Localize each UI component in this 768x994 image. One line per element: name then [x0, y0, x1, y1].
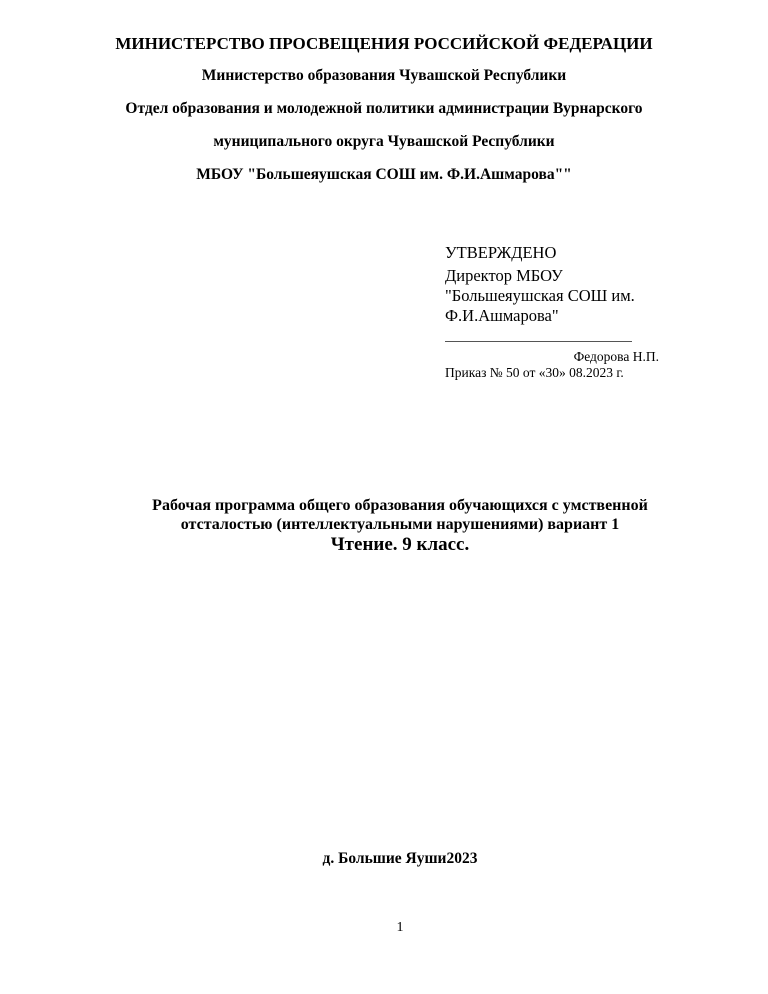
signature-line — [445, 340, 632, 342]
place-year: д. Большие Яуши2023 — [322, 850, 478, 867]
approval-position-line3: Ф.И.Ашмарова" — [445, 306, 559, 325]
department-heading-line2: муниципального округа Чувашской Республики — [213, 133, 555, 150]
order-reference: Приказ № 50 от «30» 08.2023 г. — [445, 365, 624, 380]
approval-position-line2: "Большеяушская СОШ им. — [445, 286, 635, 305]
department-heading-line1: Отдел образования и молодежной политики администрации Вурнарского — [125, 100, 643, 117]
approval-title: УТВЕРЖДЕНО — [445, 243, 557, 262]
program-subject: Чтение. 9 класс. — [330, 534, 470, 555]
school-heading: МБОУ "Большеяушская СОШ им. Ф.И.Ашмарова"" — [196, 166, 572, 183]
signer-name: Федорова Н.П. — [573, 349, 659, 364]
program-title-line2: отсталостью (интеллектуальными нарушениями) вариант 1 — [180, 516, 620, 533]
regional-ministry-heading: Министерство образования Чувашской Республики — [201, 67, 567, 84]
ministry-heading: МИНИСТЕРСТВО ПРОСВЕЩЕНИЯ РОССИЙСКОЙ ФЕДЕРАЦИИ — [115, 34, 653, 53]
page-number: 1 — [396, 920, 404, 935]
program-title-line1: Рабочая программа общего образования обучающихся с умственной — [152, 497, 648, 514]
approval-position-line1: Директор МБОУ — [445, 266, 563, 285]
approval-block — [445, 243, 675, 381]
